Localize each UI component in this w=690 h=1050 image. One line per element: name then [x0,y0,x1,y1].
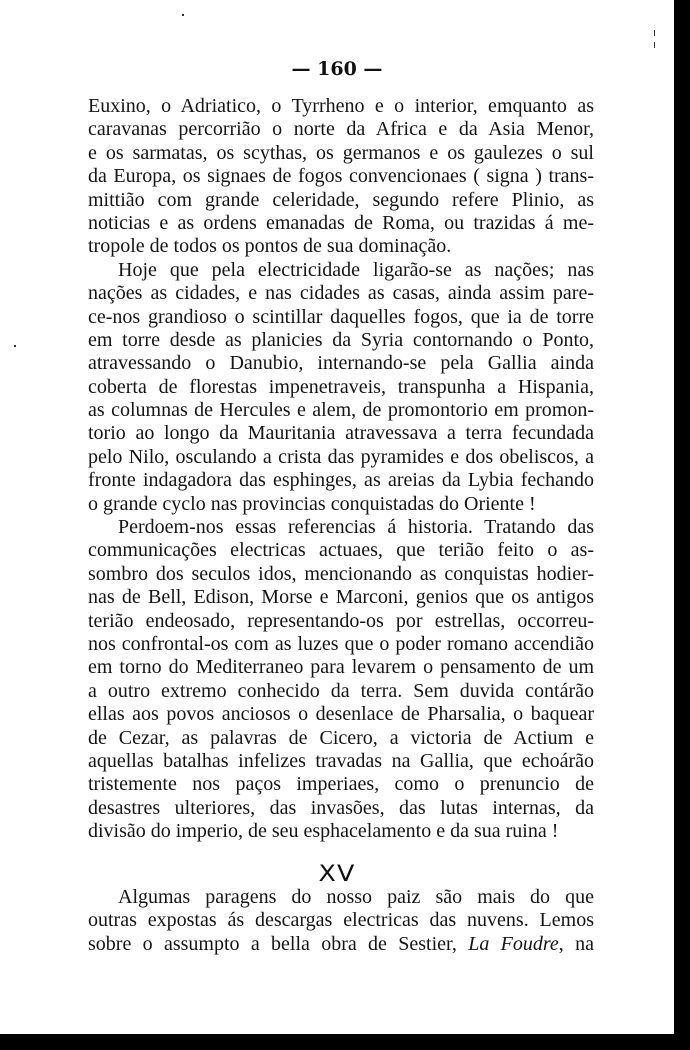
main-text-block [88,95,594,844]
text-line: nações as cidades, e nas cidades as casas, ainda assim pare- [88,282,594,305]
text-line: fronte indagadora das esphinges, as areias da Lybia fechando [88,469,594,492]
text-line: mittião com grande celeridade, segundo refere Plinio, as [88,188,594,211]
text-line: em torno do Mediterraneo para levarem o pensamento de um [88,656,594,679]
book-title: La Foudre [468,932,559,955]
text-line: coberta de florestas impenetraveis, transpunha a Hispania, [88,375,594,398]
page-number: — 160 — [291,58,383,80]
text-line: Perdoem-nos essas referencias á historia. Tratando das [118,516,594,539]
text-line: outras expostas ás descargas electricas das nuvens. Lemos [88,909,594,932]
text-line: tropole de todos os pontos de sua dominação. [88,235,452,258]
text-line: nos confrontal-os com as luzes que o poder romano accendião [88,632,594,655]
scan-speck [654,42,655,48]
text-line: o grande cyclo nas provincias conquistadas do Oriente ! [88,492,536,515]
text-line: em torre desde as planicies da Syria contornando o Ponto, [88,328,594,351]
text-line: e os sarmatas, os scythas, os germanos e os gaulezes o sul [88,141,594,164]
text-line: a outro extremo conhecido da terra. Sem duvida contárão [88,679,594,702]
text-line: aquellas batalhas infelizes travadas na Gallia, que echoárão [88,749,594,772]
text-line: as columnas de Hercules e alem, de promontorio em promon- [88,399,594,422]
text-line: caravanas percorrião o norte da Africa e da Asia Menor, [88,118,594,141]
text-line: torio ao longo da Mauritania atravessava a terra fecundada [88,422,594,445]
text-line: noticias e as ordens emanadas de Roma, ou trazidas á me- [88,211,594,234]
section-heading: XV [318,862,356,887]
text-line: sombro dos seculos idos, mencionando as conquistas hodier- [88,562,594,585]
scan-speck [14,345,16,347]
text-line-suffix: , na [558,932,594,955]
text-line: desastres ulteriores, das invasões, das lutas internas, da [88,796,594,819]
section-text-block [88,886,594,956]
text-line: da Europa, os signaes de fogos convencionaes ( signa ) trans- [88,165,594,188]
scan-speck [654,30,655,36]
text-line: ce-nos grandioso o scintillar daquelles fogos, que ia de torre [88,305,594,328]
text-line: atravessando o Danubio, internando-se pela Gallia ainda [88,352,594,375]
text-line: terião endeosado, representando-os por estrellas, occorreu- [88,609,594,632]
text-line: de Cezar, as palavras de Cicero, a victoria de Actium e [88,726,594,749]
text-line: Euxino, o Adriatico, o Tyrrheno e o interior, emquanto as [88,95,594,117]
text-line: communicações electricas actuaes, que terião feito o as- [88,539,594,562]
text-line: pelo Nilo, osculando a crista das pyramides e dos obeliscos, a [88,445,594,468]
text-line-mixed [88,933,594,956]
text-line: divisão do imperio, de seu esphacelamento e da sua ruina ! [88,820,559,843]
text-line: ellas aos povos anciosos o desenlace de Pharsalia, o baquear [88,703,594,726]
scan-speck [182,14,184,16]
text-line: tristemente nos paços imperiaes, como o prenuncio de [88,773,594,796]
text-line: Algumas paragens do nosso paiz são mais do que [118,886,594,908]
text-line-prefix: sobre o assumpto a bella obra de Sestier, [88,932,457,955]
text-line: Hoje que pela electricidade ligarão-se as nações; nas [118,258,594,281]
text-line: nas de Bell, Edison, Morse e Marconi, genios que os antigos [88,586,594,609]
